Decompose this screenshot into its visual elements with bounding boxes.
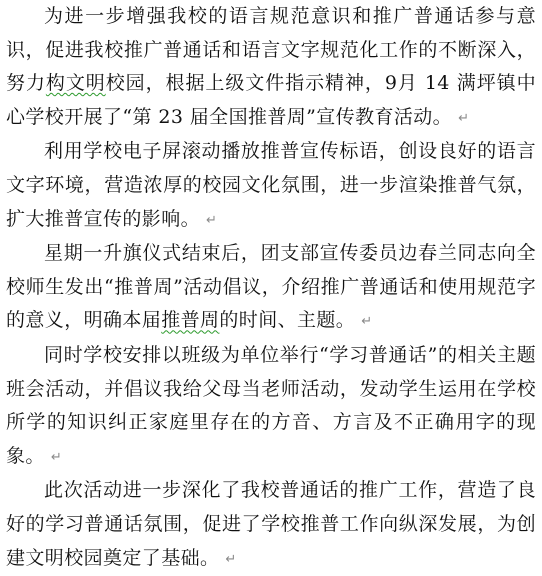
paragraph-2-text: 利用学校电子屏滚动播放推普宣传标语，创设良好的语言文字环境，营造浓厚的校园文化氛围，进一步渲染推普气氛，扩大推普宣传的影响。: [6, 140, 536, 230]
paragraph-mark-icon: ↵: [50, 449, 63, 465]
paragraph-mark-icon: ↵: [361, 314, 373, 330]
paragraph-mark-icon: ↵: [458, 110, 470, 126]
paragraph-1-text: 为进一步增强我校的语言规范意识和推广普通话参与意识，促进我校推广普通话和语言文字规范化工作的不断深入，努力: [6, 5, 536, 95]
grammar-flagged-text[interactable]: 构文明: [45, 72, 106, 95]
paragraph-5-text: 此次活动进一步深化了我校普通话的推广工作，营造了良好的学习普通话氛围，促进了学校推普工作向纵深发展，为创建文明校园奠定了基础。: [6, 479, 536, 569]
paragraph-5: [0, 474, 536, 576]
paragraph-3-text: 星期一升旗仪式结束后，团支部宣传委员边春兰同志向全校师生发出“推普周”活动倡议，介绍推广普通话和使用规范字的意义，明确本届: [6, 242, 536, 332]
paragraph-4-text: 同时学校安排以班级为单位举行“学习普通话”的相关主题班会活动，并倡议我给父母当老师活动，发动学生运用在学校所学的知识纠正家庭里存在的方音、方言及不正确用字的现象。: [6, 343, 536, 467]
paragraph-3-text-end: 的时间、主题。: [219, 309, 356, 332]
paragraph-1-text-end: 校园，根据上级文件指示精神，9月 14 满坪镇中心学校开展了“第 23 届全国推普周”宣传教育活动。: [6, 72, 536, 128]
paragraph-1: [0, 0, 536, 135]
paragraph-mark-icon: ↵: [225, 551, 237, 567]
paragraph-4: [0, 339, 536, 474]
grammar-flagged-text[interactable]: 推普周: [161, 309, 220, 332]
paragraph-2: [0, 135, 536, 237]
paragraph-mark-icon: ↵: [206, 212, 218, 228]
paragraph-3: [0, 237, 536, 339]
